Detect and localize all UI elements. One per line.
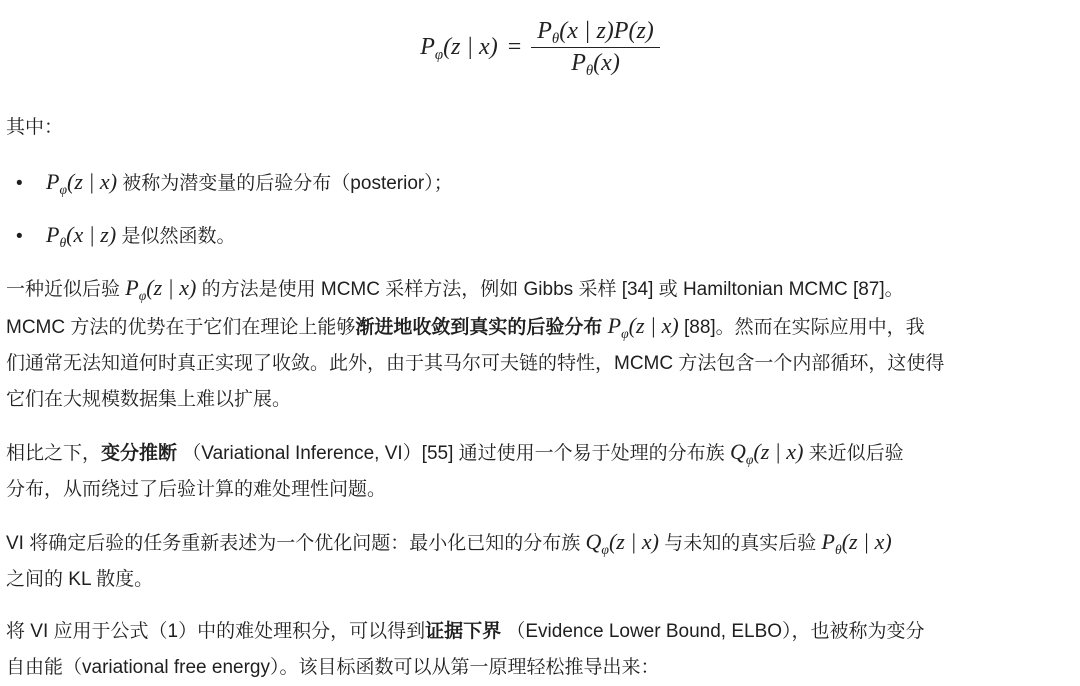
formula-lhs: $P_\varphi(z$ | x) bbox=[420, 34, 498, 64]
bullet-text: 被称为潜变量的后验分布（posterior）； bbox=[117, 173, 453, 194]
bayes-formula bbox=[0, 18, 1080, 80]
line: 它们在大规模数据集上难以扩展。 bbox=[6, 389, 292, 410]
intro-text: 其中： bbox=[6, 117, 64, 138]
paragraph-kl bbox=[6, 524, 1076, 598]
line: 之间的 KL 散度。 bbox=[6, 569, 154, 590]
line: 相比之下，变分推断 （Variational Inference, VI）[55] 通过使用一个易于处理的分布族 $Q_\varphi(z$ | x) 来近似后验 bbox=[6, 439, 904, 467]
line: 分布，从而绕过了后验计算的难处理性问题。 bbox=[6, 479, 387, 500]
bullet-dot-icon: • bbox=[16, 173, 23, 194]
formula-numerator: $P_\theta(x$ | z)P(z) bbox=[531, 18, 660, 48]
emphasis: 渐进地收敛到真实的后验分布 bbox=[355, 317, 608, 338]
line: 们通常无法知道何时真正实现了收敛。此外，由于其马尔可夫链的特性，MCMC 方法包含一个内部循环，这使得 bbox=[6, 353, 945, 374]
list-item bbox=[16, 217, 235, 255]
bullet-math: $P_\varphi(z$ | x) bbox=[46, 169, 118, 197]
line: MCMC 方法的优势在于它们在理论上能够渐进地收敛到真实的后验分布 $P_\varphi(z$ | x) [88]。然而在实际应用中，我 bbox=[6, 313, 925, 341]
line: 一种近似后验 $P_\varphi(z$ | x) 的方法是使用 MCMC 采样方法，例如 Gibbs 采样 [34] 或 Hamiltonian MCMC [87]。 bbox=[6, 275, 904, 303]
emphasis: 证据下界 bbox=[425, 621, 502, 642]
paragraph-elbo bbox=[6, 614, 1076, 686]
line: VI 将确定后验的任务重新表述为一个优化问题：最小化已知的分布族 $Q_\varphi(z$ | x) 与未知的真实后验 $P_\theta(z$ | x) bbox=[6, 529, 892, 557]
emphasis: 变分推断 bbox=[101, 443, 178, 464]
bullet-dot-icon: • bbox=[16, 226, 23, 247]
line: 自由能（variational free energy）。该目标函数可以从第一原理轻松推导出来： bbox=[6, 657, 660, 678]
formula-denominator: $P_\theta(x)$ bbox=[571, 50, 620, 80]
bullet-text: 是似然函数。 bbox=[116, 226, 236, 247]
formula-equals: = bbox=[507, 34, 522, 60]
paragraph-vi bbox=[6, 434, 1076, 508]
formula-fraction bbox=[531, 18, 660, 80]
line: 将 VI 应用于公式（1）中的难处理积分，可以得到证据下界 （Evidence Lower Bound, ELBO），也被称为变分 bbox=[6, 621, 925, 642]
list-item bbox=[16, 164, 453, 202]
paragraph-mcmc bbox=[6, 270, 1076, 418]
bullet-math: $P_\theta(x$ | z) bbox=[46, 222, 117, 250]
